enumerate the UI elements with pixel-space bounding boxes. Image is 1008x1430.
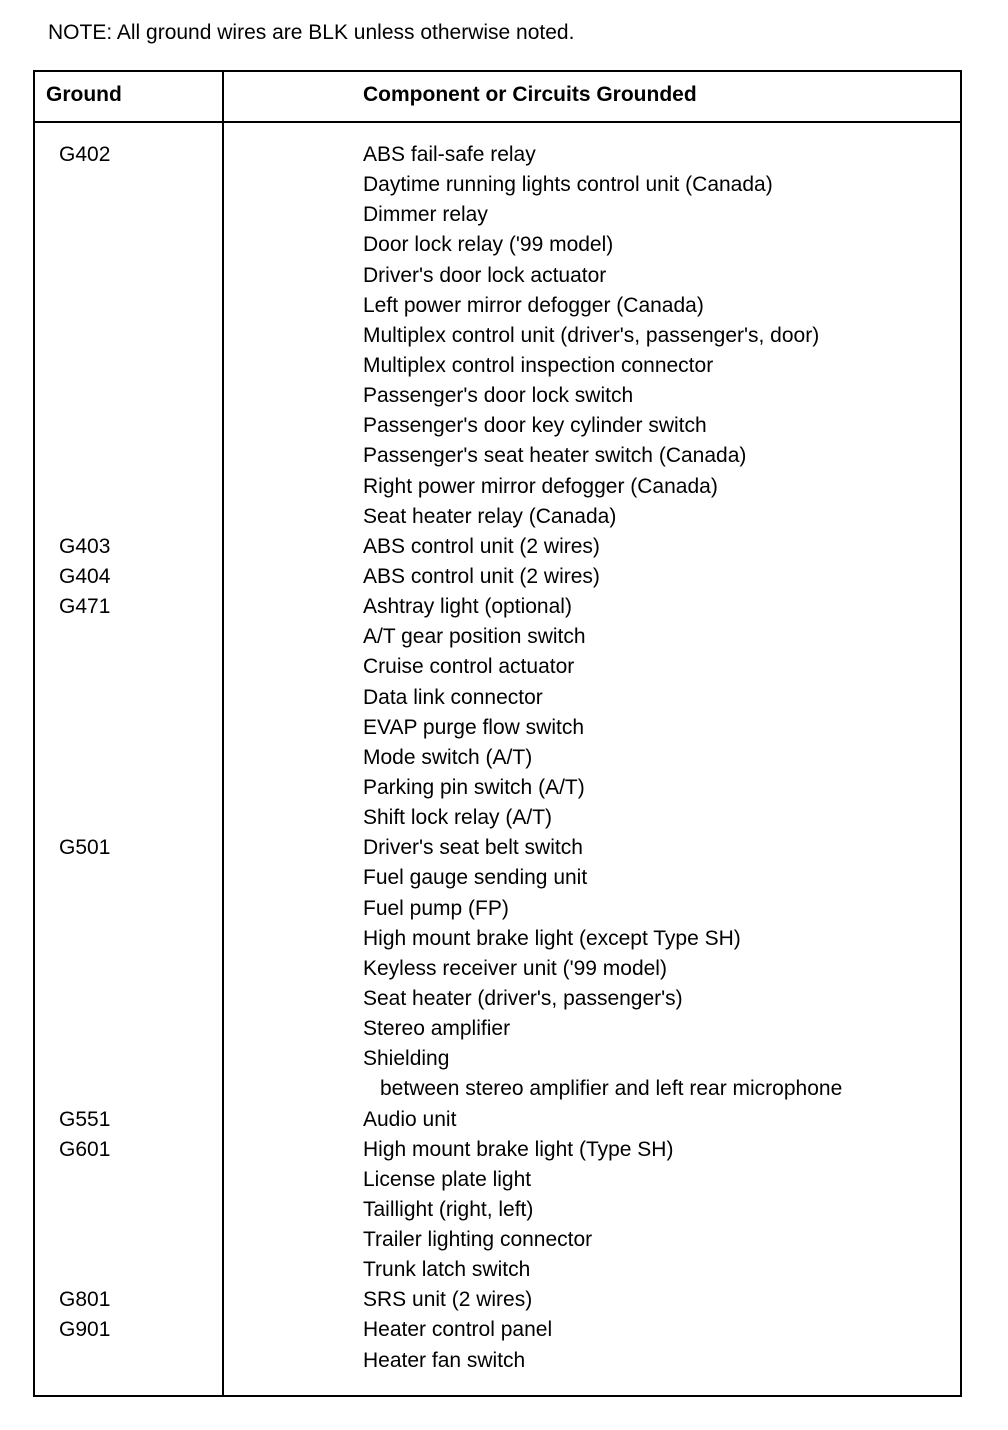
table-row [35, 713, 960, 743]
table-row [35, 261, 960, 291]
component-name: ABS control unit (2 wires) [363, 534, 600, 558]
ground-id: G901 [59, 1318, 111, 1342]
component-name: Left power mirror defogger (Canada) [363, 293, 704, 317]
table-row [35, 984, 960, 1014]
component-name: Passenger's door lock switch [363, 384, 634, 408]
component-name: Passenger's seat heater switch (Canada) [363, 444, 747, 468]
table-row [35, 532, 960, 562]
component-name: Keyless receiver unit ('99 model) [363, 956, 667, 980]
table-row [35, 924, 960, 954]
component-name: Taillight (right, left) [363, 1197, 534, 1221]
table-row [35, 1014, 960, 1044]
table-row [35, 321, 960, 351]
component-name: Audio unit [363, 1107, 457, 1131]
component-name: Passenger's door key cylinder switch [363, 414, 707, 438]
table-row [35, 743, 960, 773]
table-row [35, 291, 960, 321]
component-name: Dimmer relay [363, 203, 488, 227]
component-name: ABS control unit (2 wires) [363, 564, 600, 588]
table-row [35, 441, 960, 471]
table-row [35, 411, 960, 441]
ground-id: G501 [59, 836, 111, 860]
ground-id: G801 [59, 1288, 111, 1312]
table-row [35, 472, 960, 502]
table-row [35, 1165, 960, 1195]
table-row [35, 1225, 960, 1255]
component-name: Multiplex control unit (driver's, passenger's, door) [363, 323, 820, 347]
table-row [35, 833, 960, 863]
ground-id: G403 [59, 534, 111, 558]
component-name: ABS fail-safe relay [363, 143, 536, 166]
table-row [35, 170, 960, 200]
table-row [35, 1315, 960, 1345]
note-text: NOTE: All ground wires are BLK unless otherwise noted. [48, 21, 575, 44]
table-row [35, 803, 960, 833]
component-name: Mode switch (A/T) [363, 745, 533, 769]
ground-id: G402 [59, 143, 111, 166]
component-name: A/T gear position switch [363, 625, 586, 649]
component-name: Cruise control actuator [363, 655, 575, 679]
component-name: Shielding [363, 1047, 450, 1071]
table-row [35, 652, 960, 682]
component-name: Stereo amplifier [363, 1017, 511, 1041]
component-name: Shift lock relay (A/T) [363, 806, 553, 830]
component-name: Heater control panel [363, 1318, 553, 1342]
table-row [35, 1346, 960, 1376]
ground-table [33, 70, 962, 1397]
table-row [35, 1044, 960, 1074]
component-name: Driver's door lock actuator [363, 263, 607, 287]
table-row [35, 592, 960, 622]
ground-id: G551 [59, 1107, 111, 1131]
header-divider [35, 121, 960, 123]
component-name: Driver's seat belt switch [363, 836, 583, 860]
table-row [35, 683, 960, 713]
table-row [35, 1105, 960, 1135]
component-name: Daytime running lights control unit (Canada) [363, 173, 773, 197]
table-row [35, 773, 960, 803]
component-name: Parking pin switch (A/T) [363, 775, 585, 799]
ground-id: G601 [59, 1137, 111, 1161]
component-name: Seat heater relay (Canada) [363, 504, 617, 528]
ground-id: G471 [59, 595, 111, 619]
component-name: EVAP purge flow switch [363, 715, 584, 739]
table-row [35, 1195, 960, 1225]
table-row [35, 200, 960, 230]
header-component: Component or Circuits Grounded [363, 83, 697, 106]
table-row [35, 230, 960, 260]
component-name: SRS unit (2 wires) [363, 1288, 533, 1312]
component-name: High mount brake light (except Type SH) [363, 926, 741, 950]
table-row [35, 351, 960, 381]
table-row [35, 1285, 960, 1315]
table-row [35, 1255, 960, 1285]
table-row [35, 381, 960, 411]
component-name: Door lock relay ('99 model) [363, 233, 614, 257]
table-row [35, 1074, 960, 1104]
component-name: Right power mirror defogger (Canada) [363, 474, 718, 498]
table-row [35, 863, 960, 893]
component-name: Fuel pump (FP) [363, 896, 509, 920]
component-name: License plate light [363, 1167, 532, 1191]
header-ground: Ground [46, 83, 122, 106]
table-row [35, 894, 960, 924]
component-name: Ashtray light (optional) [363, 595, 572, 619]
table-row [35, 954, 960, 984]
component-name: Seat heater (driver's, passenger's) [363, 986, 683, 1010]
component-name: Multiplex control inspection connector [363, 353, 714, 377]
table-row [35, 562, 960, 592]
component-name: Heater fan switch [363, 1348, 526, 1372]
table-row [35, 140, 960, 170]
component-name: Trunk latch switch [363, 1258, 531, 1282]
table-row [35, 502, 960, 532]
table-row [35, 622, 960, 652]
component-name: Fuel gauge sending unit [363, 866, 588, 890]
component-name: Data link connector [363, 685, 543, 709]
ground-id: G404 [59, 564, 111, 588]
table-row [35, 1135, 960, 1165]
component-name: High mount brake light (Type SH) [363, 1137, 674, 1161]
component-name: Trailer lighting connector [363, 1228, 593, 1252]
component-name: between stereo amplifier and left rear microphone [380, 1077, 843, 1101]
table-body [35, 140, 960, 1376]
